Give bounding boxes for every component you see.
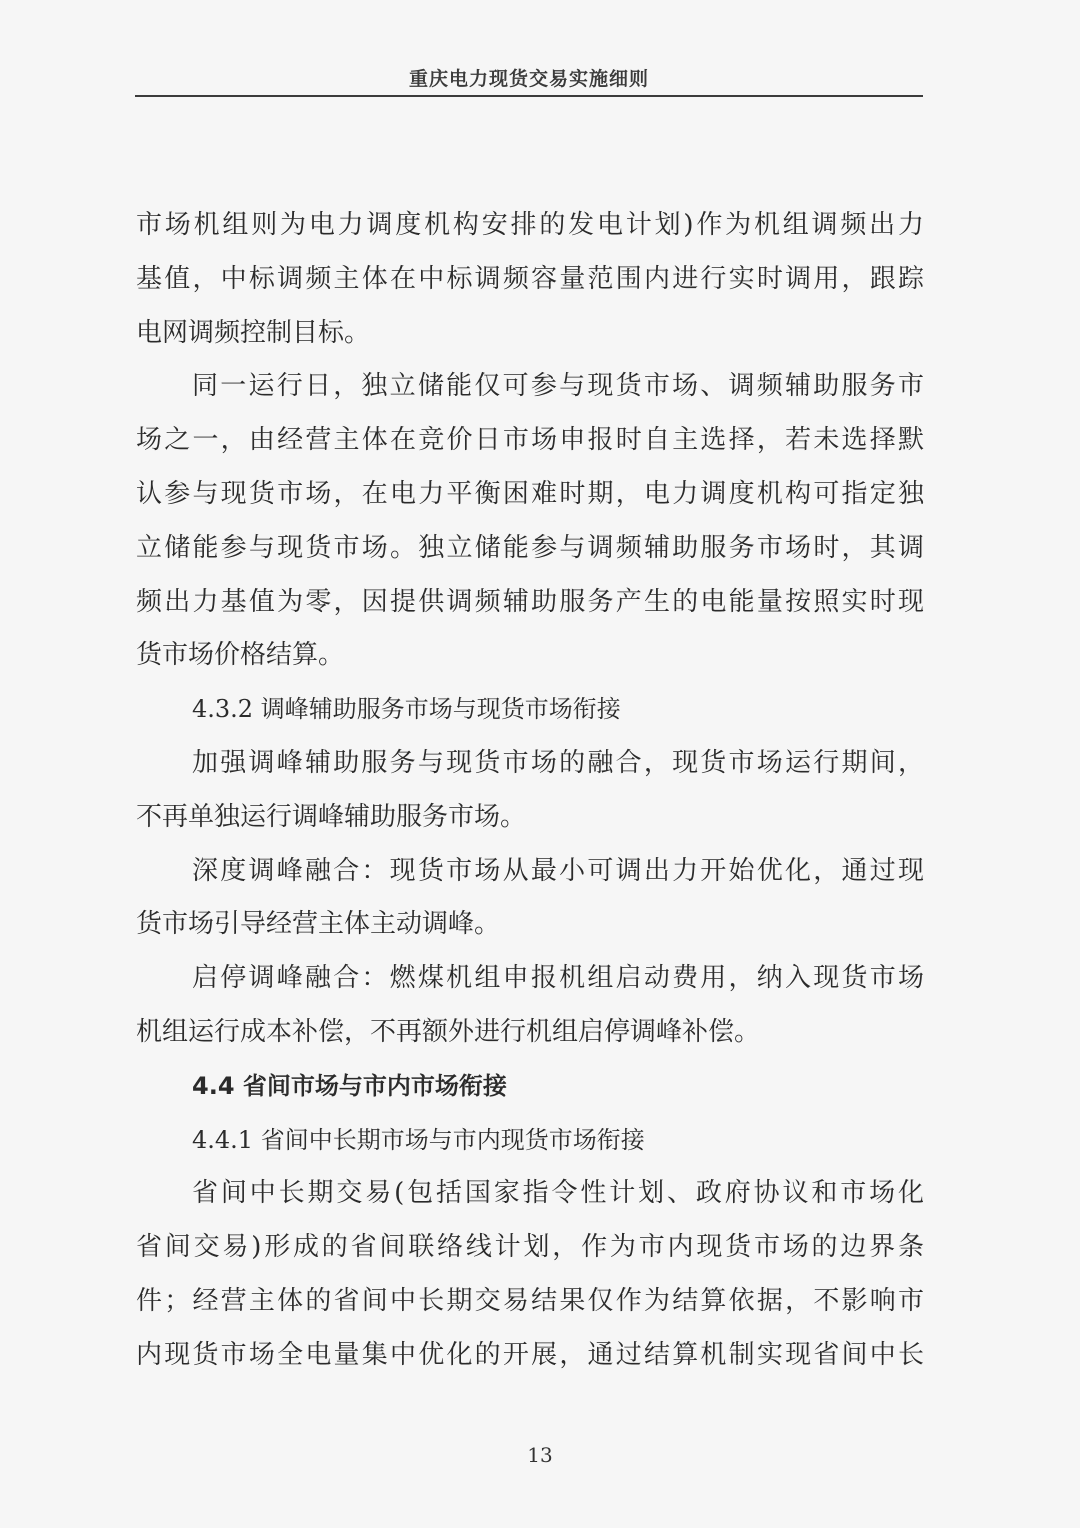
text-line: 省间中长期交易(包括国家指令性计划、政府协议和市场化 [192, 1178, 924, 1209]
text-line: 货市场引导经营主体主动调峰。 [136, 909, 501, 940]
running-header: 重庆电力现货交易实施细则 [408, 68, 649, 90]
page-number: 13 [527, 1443, 553, 1467]
text-line: 场之一，由经营主体在竞价日市场申报时自主选择，若未选择默 [136, 425, 924, 456]
text-line: 认参与现货市场，在电力平衡困难时期，电力调度机构可指定独 [136, 478, 924, 509]
text-line: 不再单独运行调峰辅助服务市场。 [136, 801, 527, 832]
text-line: 同一运行日，独立储能仅可参与现货市场、调频辅助服务市 [192, 371, 924, 402]
text-line: 货市场价格结算。 [136, 640, 345, 671]
section-heading-4-4-1: 4.4.1 省间中长期市场与市内现货市场衔接 [192, 1125, 645, 1154]
header-rule [135, 95, 923, 97]
section-heading-4-3-2: 4.3.2 调峰辅助服务市场与现货市场衔接 [192, 695, 621, 724]
text-line: 机组运行成本补偿，不再额外进行机组启停调峰补偿。 [136, 1016, 761, 1047]
text-line: 电网调频控制目标。 [136, 317, 371, 348]
text-line: 频出力基值为零，因提供调频辅助服务产生的电能量按照实时现 [136, 586, 924, 617]
section-heading-4-4: 4.4 省间市场与市内市场衔接 [192, 1071, 507, 1100]
text-line: 启停调峰融合：燃煤机组申报机组启动费用，纳入现货市场 [192, 963, 924, 994]
body-text [136, 199, 924, 1383]
text-line: 市场机组则为电力调度机构安排的发电计划)作为机组调频出力 [136, 210, 924, 240]
text-line: 基值，中标调频主体在中标调频容量范围内进行实时调用，跟踪 [136, 263, 924, 294]
text-line: 件；经营主体的省间中长期交易结果仅作为结算依据，不影响市 [136, 1285, 924, 1316]
text-line: 省间交易)形成的省间联络线计划，作为市内现货市场的边界条 [136, 1232, 924, 1263]
text-line: 内现货市场全电量集中优化的开展，通过结算机制实现省间中长 [136, 1339, 924, 1370]
text-line: 加强调峰辅助服务与现货市场的融合，现货市场运行期间， [192, 747, 924, 778]
text-line: 立储能参与现货市场。独立储能参与调频辅助服务市场时，其调 [136, 532, 924, 563]
text-line: 深度调峰融合：现货市场从最小可调出力开始优化，通过现 [192, 855, 924, 886]
